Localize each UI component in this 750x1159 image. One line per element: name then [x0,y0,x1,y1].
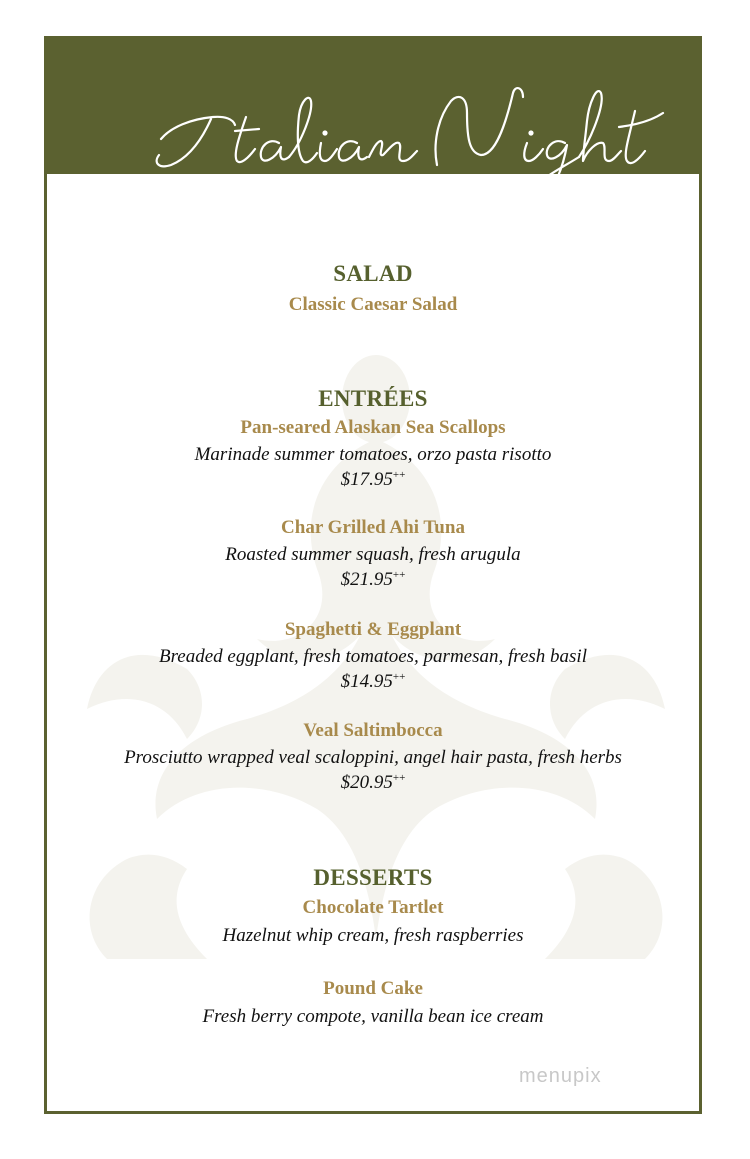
section-heading-entrees: ENTRÉES [318,386,428,411]
menu-item-name: Char Grilled Ahi Tuna [281,517,465,538]
price-suffix: ++ [392,569,406,581]
menu-item-price: $17.95++ [340,469,406,490]
menu-item-price: $20.95++ [340,772,406,793]
price-suffix: ++ [392,469,406,481]
title-script-lettering [151,57,671,207]
section-heading-desserts: DESSERTS [313,865,433,890]
menu-card [44,36,702,1114]
menu-item-description: Fresh berry compote, vanilla bean ice cream [202,1006,544,1027]
brand-watermark: menupix [519,1065,602,1087]
menu-item-name: Veal Saltimbocca [303,720,443,741]
menu-item-name: Chocolate Tartlet [302,897,444,918]
section-heading-salad: SALAD [333,261,413,286]
menu-item-description: Marinade summer tomatoes, orzo pasta risotto [194,444,552,465]
menu-item-description: Breaded eggplant, fresh tomatoes, parmesan, fresh basil [159,646,587,667]
menu-item-name: Classic Caesar Salad [288,294,458,315]
menu-item-price: $21.95++ [340,569,406,590]
menu-item-name: Pan-seared Alaskan Sea Scallops [240,417,506,438]
menu-item-description: Prosciutto wrapped veal scaloppini, angel hair pasta, fresh herbs [124,747,622,768]
menu-item-name: Pound Cake [323,978,423,999]
price-suffix: ++ [392,772,406,784]
menu-item-price: $14.95++ [340,671,406,692]
price-suffix: ++ [392,671,406,683]
menu-item-description: Hazelnut whip cream, fresh raspberries [222,925,524,946]
menu-item-description: Roasted summer squash, fresh arugula [225,544,521,565]
menu-item-name: Spaghetti & Eggplant [284,619,462,640]
